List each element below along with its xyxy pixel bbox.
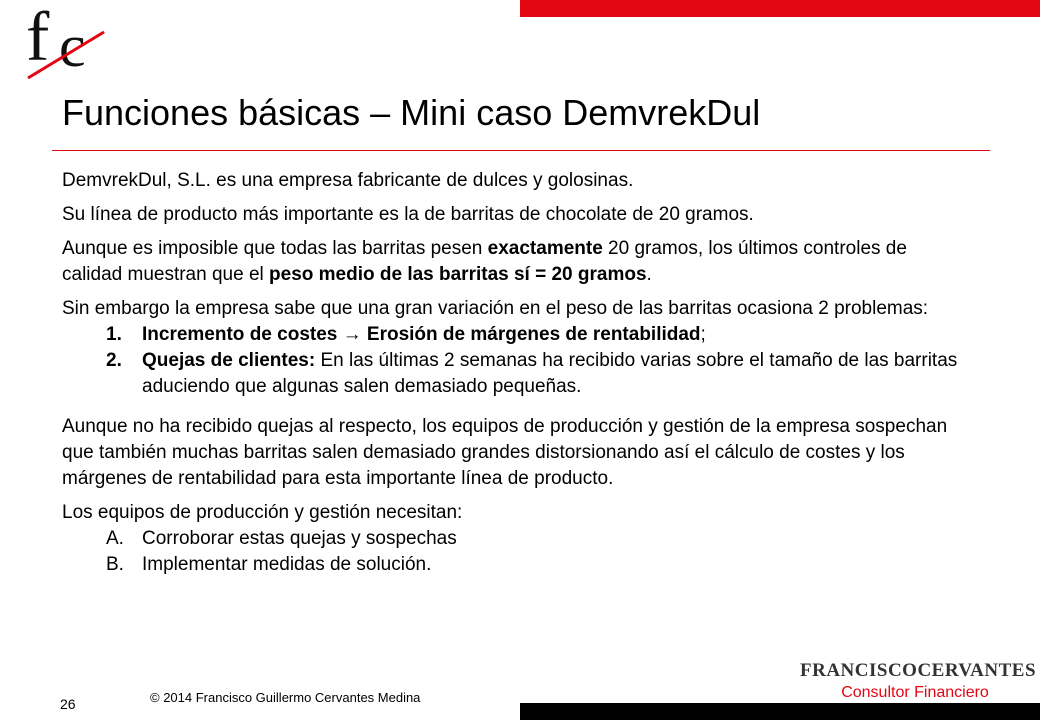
- fc-logo: [26, 0, 106, 84]
- list-item-text: Corroborar estas quejas y sospechas: [142, 528, 457, 549]
- list-item-bold: Incremento de costes → Erosión de márgenes de rentabilidad: [142, 324, 701, 345]
- paragraph-variation: Sin embargo la empresa sabe que una gran variación en el peso de las barritas ocasiona 2 problemas:: [62, 298, 929, 319]
- paragraph-weight: [62, 236, 962, 288]
- paragraph-weight-a: Aunque es imposible que todas las barritas pesen: [62, 238, 488, 259]
- paragraph-suspicion: Aunque no ha recibido quejas al respecto, los equipos de producción y gestión de la empresa sospechan que también muchas barritas salen demasiado grandes distorsionando así el cálculo de costes y los márgenes de rentabilidad para esta importante línea de producto.: [62, 416, 948, 489]
- list-item-text: ;: [700, 324, 706, 345]
- copyright-notice: © 2014 Francisco Guillermo Cervantes Medina: [150, 690, 421, 705]
- logo-slash-icon: [26, 12, 106, 84]
- paragraph-intro: DemvrekDul, S.L. es una empresa fabricante de dulces y golosinas.: [62, 170, 634, 191]
- title-divider: [52, 150, 990, 151]
- list-item-number: 2.: [106, 350, 122, 371]
- problems-list: [62, 322, 962, 400]
- list-item-number: 1.: [106, 324, 122, 345]
- logo-letter-f: f: [26, 0, 50, 76]
- top-accent-bar: [520, 0, 1040, 17]
- brand-logo: [800, 660, 1037, 702]
- page-title: Funciones básicas – Mini caso DemvrekDul: [62, 92, 761, 133]
- paragraph-weight-c: 20 gramos, los últimos controles de calidad muestran que el: [62, 238, 907, 285]
- brand-name: FRANCISCOCERVANTES: [800, 660, 1037, 681]
- list-item-letter: B.: [106, 554, 124, 575]
- list-item: [62, 526, 962, 552]
- paragraph-weight-e: .: [646, 264, 652, 285]
- paragraph-product-line: Su línea de producto más importante es la de barritas de chocolate de 20 gramos.: [62, 204, 754, 225]
- paragraph-needs: Los equipos de producción y gestión necesitan:: [62, 502, 463, 523]
- list-item: [62, 322, 962, 348]
- slide-body: [62, 168, 962, 592]
- brand-subtitle: Consultor Financiero: [841, 684, 989, 701]
- page-number: 26: [60, 696, 76, 712]
- list-item-text: Implementar medidas de solución.: [142, 554, 432, 575]
- list-item-letter: A.: [106, 528, 124, 549]
- list-item: [62, 348, 962, 400]
- paragraph-weight-mean: peso medio de las barritas sí = 20 gramos: [269, 264, 647, 285]
- logo-letter-c: c: [59, 13, 86, 79]
- list-item-bold: Quejas de clientes:: [142, 350, 316, 371]
- list-item: [62, 552, 962, 578]
- paragraph-weight-exact: exactamente: [487, 238, 603, 259]
- needs-list: [62, 526, 962, 578]
- bottom-bar: [520, 703, 1040, 720]
- list-item-text: En las últimas 2 semanas ha recibido varias sobre el tamaño de las barritas aduciendo que algunas salen demasiado pequeñas.: [142, 350, 958, 397]
